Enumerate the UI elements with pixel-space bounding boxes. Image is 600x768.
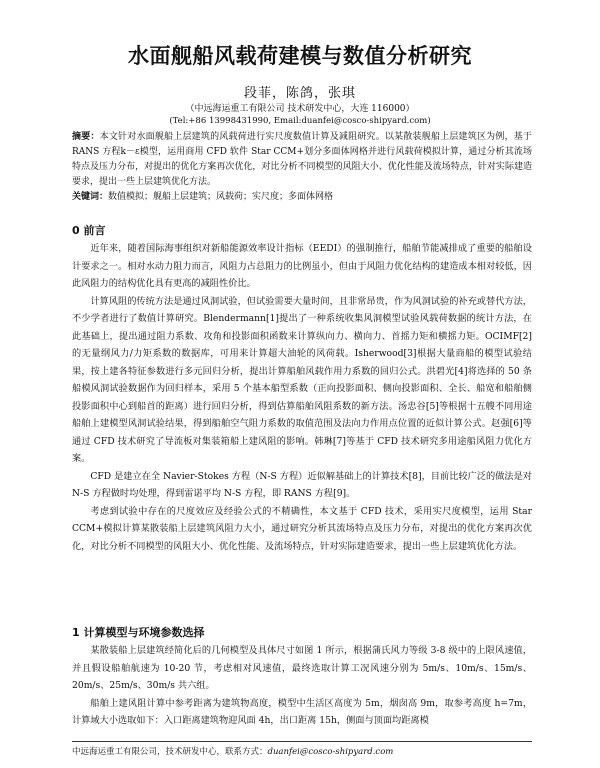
contact-info: (Tel:+86 13998431990, Email:duanfei@cosco-shipyard.com) [169, 116, 431, 126]
section-heading-model: 1 计算模型与环境参数选择 [72, 626, 205, 639]
paper-title: 水面舰船风载荷建模与数值分析研究 [128, 44, 472, 68]
keywords-label: 关键词： [72, 192, 109, 202]
paragraph: 某散装船上层建筑经简化后的几何模型及具体尺寸如图 1 所示，根据蒲氏风力等级 3-8 级中的上限风速值，并且假设船舶航速为 10-20 节，考虑相对风速值，最终选取计算工况风速分别为 5m/s、10m/s、15m/s、20m/s、25m/s、30m/s 共六组。 [72, 645, 532, 691]
abstract-label: 摘要： [72, 132, 100, 142]
paragraph: 计算风阻的传统方法是通过风洞试验，但试验需要大量时间，且非常昂贵，作为风洞试验的补充或替代方法，不少学者进行了数值计算研究。Blendermann[1]提出了一种系统收集风洞模型试验风载荷数据的统计方法，在此基础上，提出通过阻力系数、攻角和投影面积函数来计算纵向力、横向力、首摇力矩和横摇力矩。OCIMF[2]的无量纲风力/力矩系数的数据库，可用来计算超大油轮的风荷载。Isherwood[3]根据大量商船的模型试验结果，按上建各特征参数进行多元回归分析，提出计算船舶风载作用力系数的回归公式。洪碧光[4]将选择的 50 条船模风洞试验数据作为回归样本，采用 5 个基本船型系数（正向投影面积、侧向投影面积、全长、船宽和船舶侧投影面积中心到船首的距离）进行回归分析，得到估算船舶风阻系数的新方法。汤忠谷[5]等根据十五艘不同用途船舶上建模型风洞试验结果，得到船舶空气阻力系数的取值范围及法向力作用点位置的近似计算公式。赵强[6]等通过 CFD 技术研究了导流板对集装箱船上建风阻的影响。韩琳[7]等基于 CFD 技术研究多用途船风阻力优化方案。 [72, 295, 532, 464]
paragraph: 船舶上建风阻计算中参考距离为建筑物高度，模型中生活区高度为 5m，烟囱高 9m，取参考高度 h=7m，计算域大小选取如下：入口距离建筑物迎风面 4h，出口距离 15h，侧面与顶面均距离模 [72, 697, 532, 726]
keywords-text: 数值模拟；舰船上层建筑；风载荷；实尺度；多面体网格 [108, 192, 334, 202]
footer-email: duanfei@cosco-shipyard.com [267, 747, 394, 757]
affiliation: （中远海运重工有限公司 技术研发中心，大连 116000） [185, 104, 415, 114]
authors: 段菲，陈鸽，张琪 [243, 86, 356, 101]
paragraph: 近年来，随着国际海事组织对新船能源效率设计指标（EEDI）的强制推行，船舶节能减排成了重要的船舶设计要求之一。相对水动力阻力而言，风阻力占总阻力的比例虽小，但由于风阻力优化结构的建造成本相对较低，因此风阻力的结构优化具有更高的减阻性价比。 [72, 243, 532, 289]
section-body-model [72, 642, 532, 730]
keywords [72, 190, 532, 205]
section-body-introduction [72, 240, 532, 555]
abstract-text: 本文针对水面舰船上层建筑的风载荷进行实尺度数值计算及减阻研究。以某散装舰船上层建筑区为例，基于 RANS 方程k－ε模型，运用商用 CFD 软件 Star CCM+划分多面体网格并进行风载荷模拟计算，通过分析其流场特点及压力分布，对提出的优化方案再次优化，对比分析不同模型的风阻大小、优化性能及流场特点，针对实际建造要求，提出一些上层建筑优化方法。 [72, 132, 532, 187]
section-heading-introduction: 0 前言 [72, 224, 106, 237]
footer-text: 中远海运重工有限公司，技术研发中心，联系方式： [72, 747, 268, 757]
abstract [72, 130, 532, 190]
page-footer [72, 745, 532, 757]
footer-divider [72, 741, 532, 742]
paragraph: CFD 是建立在全 Navier-Stokes 方程（N-S 方程）近似解基础上的计算技术[8]，目前比较广泛的做法是对 N-S 方程做时均处理，得到雷诺平均 N-S 方程，即 RANS 方程[9]。 [72, 470, 532, 499]
paragraph: 考虑到试验中存在的尺度效应及经验公式的不精确性，本文基于 CFD 技术，采用实尺度模型，运用 Star CCM+模拟计算某散装船上层建筑风阻力大小，通过研究分析其流场特点及压力分布，对提出的优化方案再次优化，对比分析不同模型的风阻大小、优化性能、及流场特点，针对实际建造要求，提出一些上层建筑优化方法。 [72, 505, 532, 552]
